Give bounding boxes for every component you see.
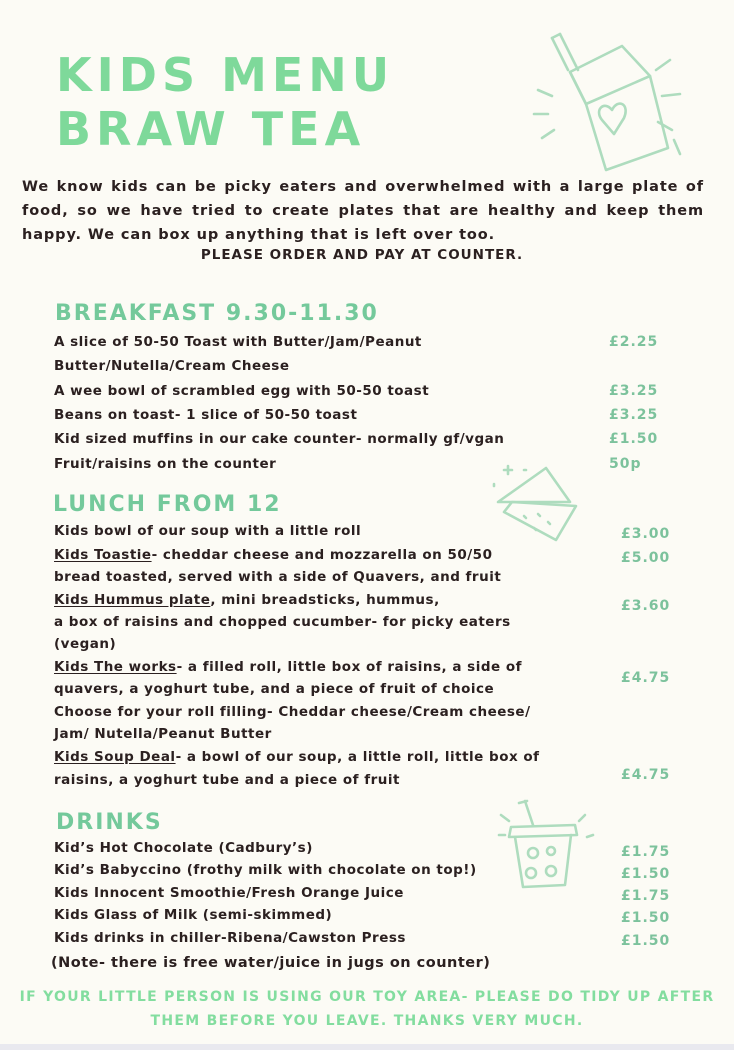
breakfast-price-egg: £3.25 (609, 383, 659, 399)
drinks-item-babyccino: Kid’s Babyccino (frothy milk with chocolate on top!) (54, 862, 477, 878)
footer-line1: IF YOUR LITTLE PERSON IS USING OUR TOY AREA- PLEASE DO TIDY UP AFTER (19, 989, 715, 1005)
lunch-item-soup-deal-name: Kids Soup Deal (54, 749, 176, 765)
drinks-note: (Note- there is free water/juice in jugs on counter) (51, 955, 491, 971)
lunch-item-soup-deal-line1 (54, 746, 540, 769)
lunch-item-hummus-name: Kids Hummus plate (54, 592, 211, 608)
drinks-price-chiller: £1.50 (621, 933, 671, 949)
drinks-item-chiller: Kids drinks in chiller-Ribena/Cawston Press (54, 930, 406, 946)
breakfast-price-toast: £2.25 (609, 334, 659, 350)
breakfast-item-beans: Beans on toast- 1 slice of 50-50 toast (54, 407, 358, 423)
drinks-item-smoothie: Kids Innocent Smoothie/Fresh Orange Juice (54, 885, 404, 901)
lunch-item-hummus-line1 (54, 589, 440, 612)
lunch-item-toastie-line1 (54, 544, 492, 567)
breakfast-price-beans: £3.25 (609, 407, 659, 423)
breakfast-price-fruit: 50p (609, 456, 642, 472)
lunch-price-soup-bowl: £3.00 (621, 526, 671, 542)
lunch-item-works-line3: Choose for your roll filling- Cheddar cheese/Cream cheese/ (54, 704, 531, 720)
section-title-breakfast: BREAKFAST 9.30-11.30 (55, 301, 379, 326)
lunch-item-soup-deal-desc: - a bowl of our soup, a little roll, little box of (175, 749, 540, 765)
sandwich-icon (490, 462, 582, 544)
section-title-lunch: LUNCH FROM 12 (53, 492, 282, 517)
menu-title-line2: BRAW TEA (56, 102, 366, 156)
order-note: PLEASE ORDER AND PAY AT COUNTER. (200, 247, 524, 263)
breakfast-item-toast-line1: A slice of 50-50 Toast with Butter/Jam/Peanut (54, 334, 422, 350)
lunch-item-works-name: Kids The works (54, 659, 177, 675)
lunch-item-works-line1 (54, 656, 522, 679)
drinks-item-hot-chocolate: Kid’s Hot Chocolate (Cadbury’s) (54, 840, 313, 856)
breakfast-price-muffins: £1.50 (609, 431, 659, 447)
menu-title-line1: KIDS MENU (56, 48, 395, 102)
lunch-item-soup-bowl: Kids bowl of our soup with a little roll (54, 523, 362, 539)
drinks-price-hot-chocolate: £1.75 (621, 844, 671, 860)
lunch-price-soup-deal: £4.75 (621, 767, 671, 783)
footer-notice (0, 985, 734, 1033)
footer-line2: THEM BEFORE YOU LEAVE. THANKS VERY MUCH. (150, 1013, 584, 1029)
breakfast-item-fruit: Fruit/raisins on the counter (54, 456, 277, 472)
drinks-item-milk: Kids Glass of Milk (semi-skimmed) (54, 907, 333, 923)
section-title-drinks: DRINKS (56, 810, 163, 835)
intro-text: We know kids can be picky eaters and overwhelmed with a large plate of food, so we have tried to create plates that are healthy and keep them happy. We can box up anything that is left over too. (22, 179, 704, 243)
lunch-item-hummus-desc: , mini breadsticks, hummus, (210, 592, 440, 608)
lunch-item-hummus-line2: a box of raisins and chopped cucumber- for picky eaters (54, 614, 511, 630)
lunch-item-works-line2: quavers, a yoghurt tube, and a piece of fruit of choice (54, 681, 495, 697)
breakfast-item-egg: A wee bowl of scrambled egg with 50-50 toast (54, 383, 430, 399)
breakfast-item-toast-line2: Butter/Nutella/Cream Cheese (54, 358, 290, 374)
lunch-item-works-desc: - a filled roll, little box of raisins, a side of (176, 659, 523, 675)
lunch-price-toastie: £5.00 (621, 550, 671, 566)
bottom-strip (0, 1044, 734, 1050)
lunch-price-works: £4.75 (621, 670, 671, 686)
drinks-price-smoothie: £1.75 (621, 888, 671, 904)
drinks-price-babyccino: £1.50 (621, 866, 671, 882)
lunch-item-hummus-line3: (vegan) (54, 636, 117, 652)
bubble-tea-icon (495, 795, 600, 890)
milk-carton-icon (530, 30, 700, 180)
lunch-item-toastie-name: Kids Toastie (54, 547, 152, 563)
lunch-item-toastie-desc: - cheddar cheese and mozzarella on 50/50 (151, 547, 493, 563)
breakfast-item-muffins: Kid sized muffins in our cake counter- normally gf/vgan (54, 431, 505, 447)
lunch-price-hummus: £3.60 (621, 598, 671, 614)
lunch-item-works-line4: Jam/ Nutella/Peanut Butter (54, 726, 272, 742)
lunch-item-soup-deal-line2: raisins, a yoghurt tube and a piece of fruit (54, 772, 400, 788)
lunch-item-toastie-line2: bread toasted, served with a side of Quavers, and fruit (54, 569, 502, 585)
drinks-price-milk: £1.50 (621, 910, 671, 926)
